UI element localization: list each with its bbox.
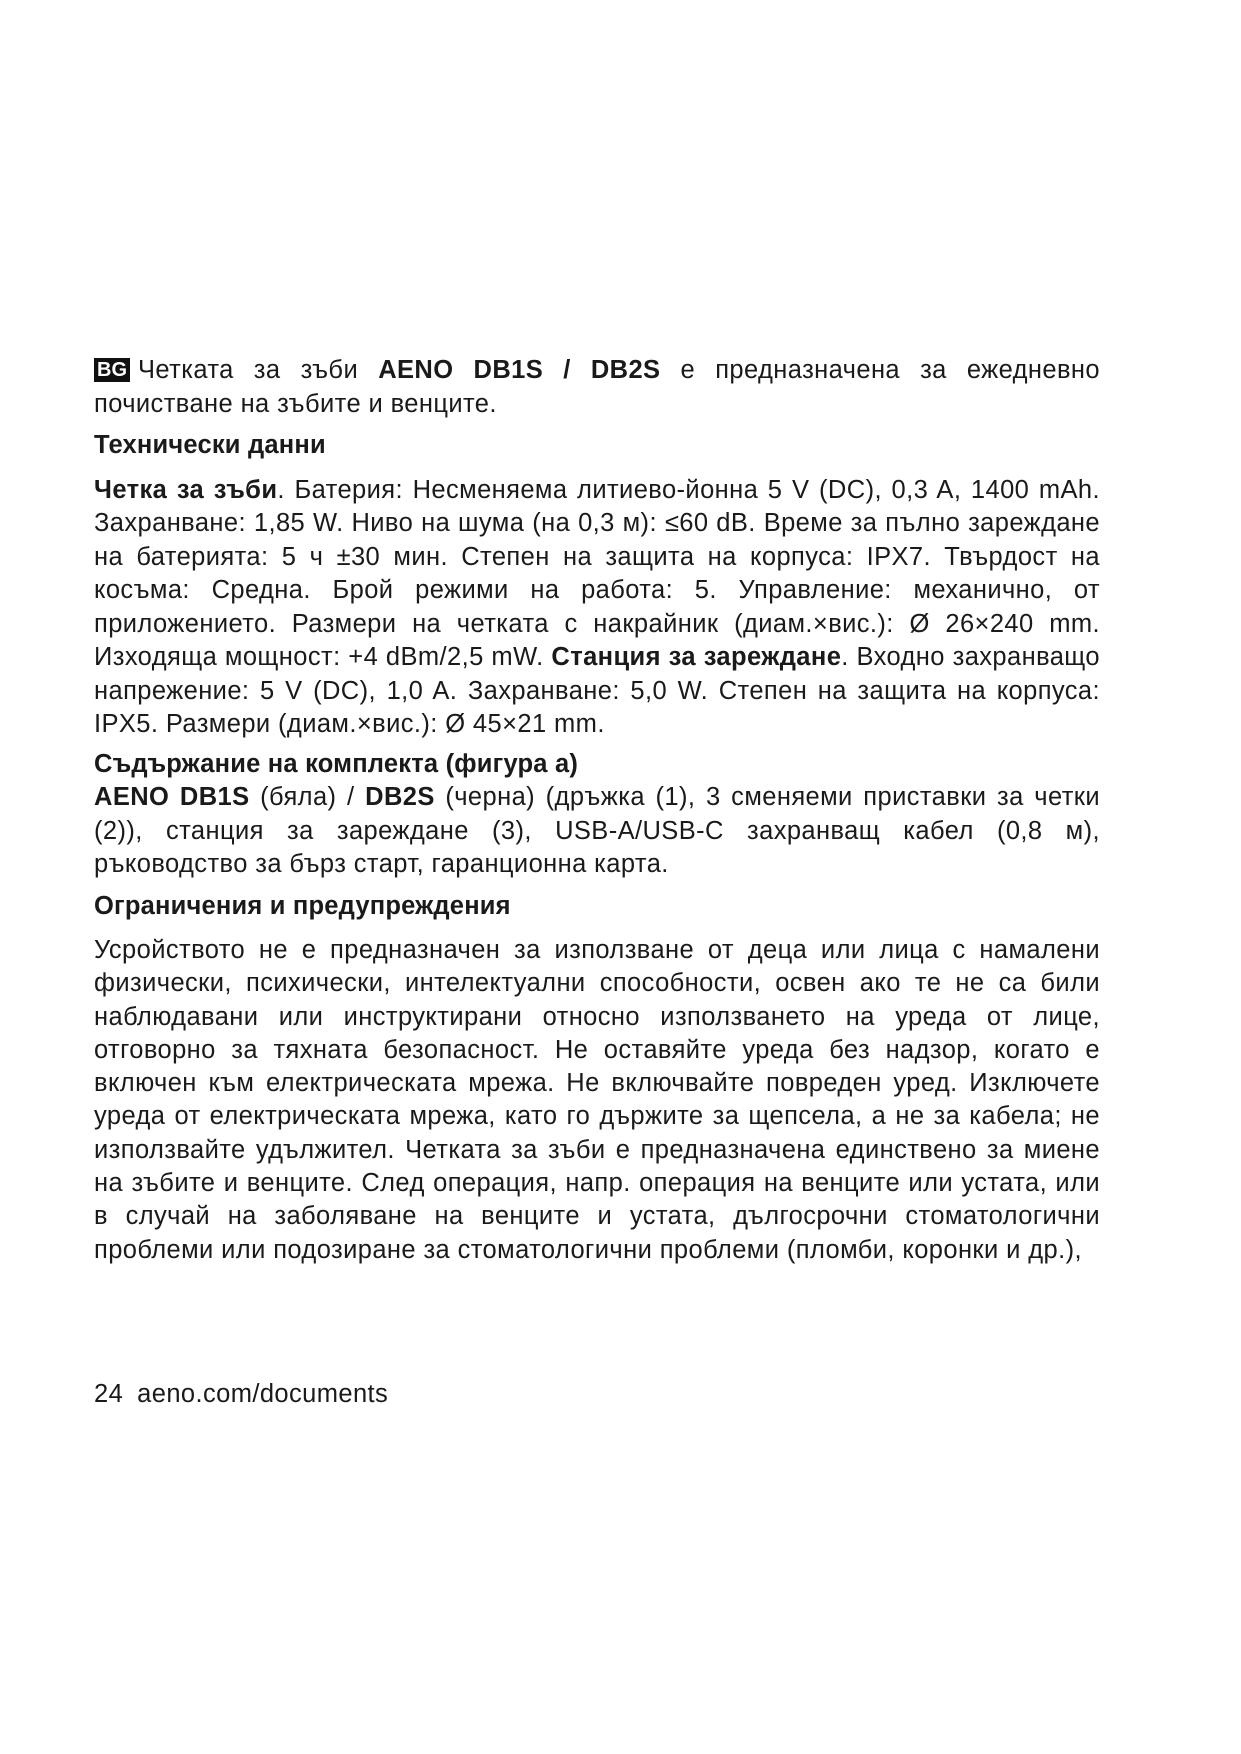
kit-heading: Съдържание на комплекта (фигура а) <box>94 749 579 778</box>
kit-text-2: (черна) (дръжка (1), 3 сменяеми приставки за четки (2)), станция за зареждане (3), USB-A/USB-C захранващ кабел (0,8 м), ръководство за бърз старт, гаранционна карта. <box>94 783 1100 878</box>
station-specs: . Входно захранващо напрежение: 5 V (DC), 1,0 A. Захранване: 5,0 W. Степен на защита на корпуса: IPX5. Размери (диам.×вис.): Ø 45×21 mm. <box>94 643 1100 738</box>
intro-text-after: е предназначена за ежедневно почистване на зъбите и венците. <box>94 356 1100 418</box>
tech-heading: Технически данни <box>94 431 326 459</box>
intro-paragraph <box>94 354 1100 421</box>
page-footer <box>94 1378 388 1410</box>
brush-specs: . Батерия: Несменяема литиево-йонна 5 V (DC), 0,3 A, 1400 mAh. Захранване: 1,85 W. Ниво на шума (на 0,3 м): ≤60 dB. Време за пълно зареждане на батерията: 5 ч ±30 мин. Степен на защита на корпуса: IPX7. Твърдост на косъма: Средна. Брой режими на работа: 5. Управление: механично, от приложението. Размери на четката с накрайник (диам.×вис.): Ø 26×240 mm. Изходяща мощност: +4 dBm/2,5 mW. <box>94 475 1100 671</box>
intro-model: AENO DB1S / DB2S <box>378 356 661 384</box>
kit-text-1: (бяла) / <box>249 783 366 811</box>
document-body <box>94 354 1100 1267</box>
kit-model-1: AENO DB1S <box>94 783 250 811</box>
station-label: Станция за зареждане <box>551 643 842 671</box>
kit-model-2: DB2S <box>365 783 435 811</box>
tech-specs-paragraph <box>94 474 1100 742</box>
page-number: 24 <box>94 1380 124 1408</box>
language-badge: BG <box>94 358 130 382</box>
intro-text-before: Четката за зъби <box>138 356 359 384</box>
warnings-heading: Ограничения и предупреждения <box>94 891 511 920</box>
brush-label: Четка за зъби <box>94 475 278 504</box>
footer-url: aeno.com/documents <box>137 1380 389 1408</box>
warnings-paragraph: Усройството не е предназначен за използване от деца или лица с намалени физически, психически, интелектуални способности, освен ако те не са били наблюдавани или инструктирани относно използването на уреда от лице, отговорно за тяхната безопасност. Не оставяйте уреда без надзор, когато е включен към електрическата мрежа. Не включвайте повреден уред. Изключете уреда от електрическата мрежа, като го държите за щепсела, а не за кабела; не използвайте удължител. Четката за зъби е предназначена единствено за миене на зъбите и венците. След операция, напр. операция на венците или устата, или в случай на заболяване на венците и устата, дългосрочни стоматологични проблеми или подозиране за стоматологични проблеми (пломби, коронки и др.), <box>94 936 1100 1264</box>
kit-paragraph <box>94 781 1100 882</box>
